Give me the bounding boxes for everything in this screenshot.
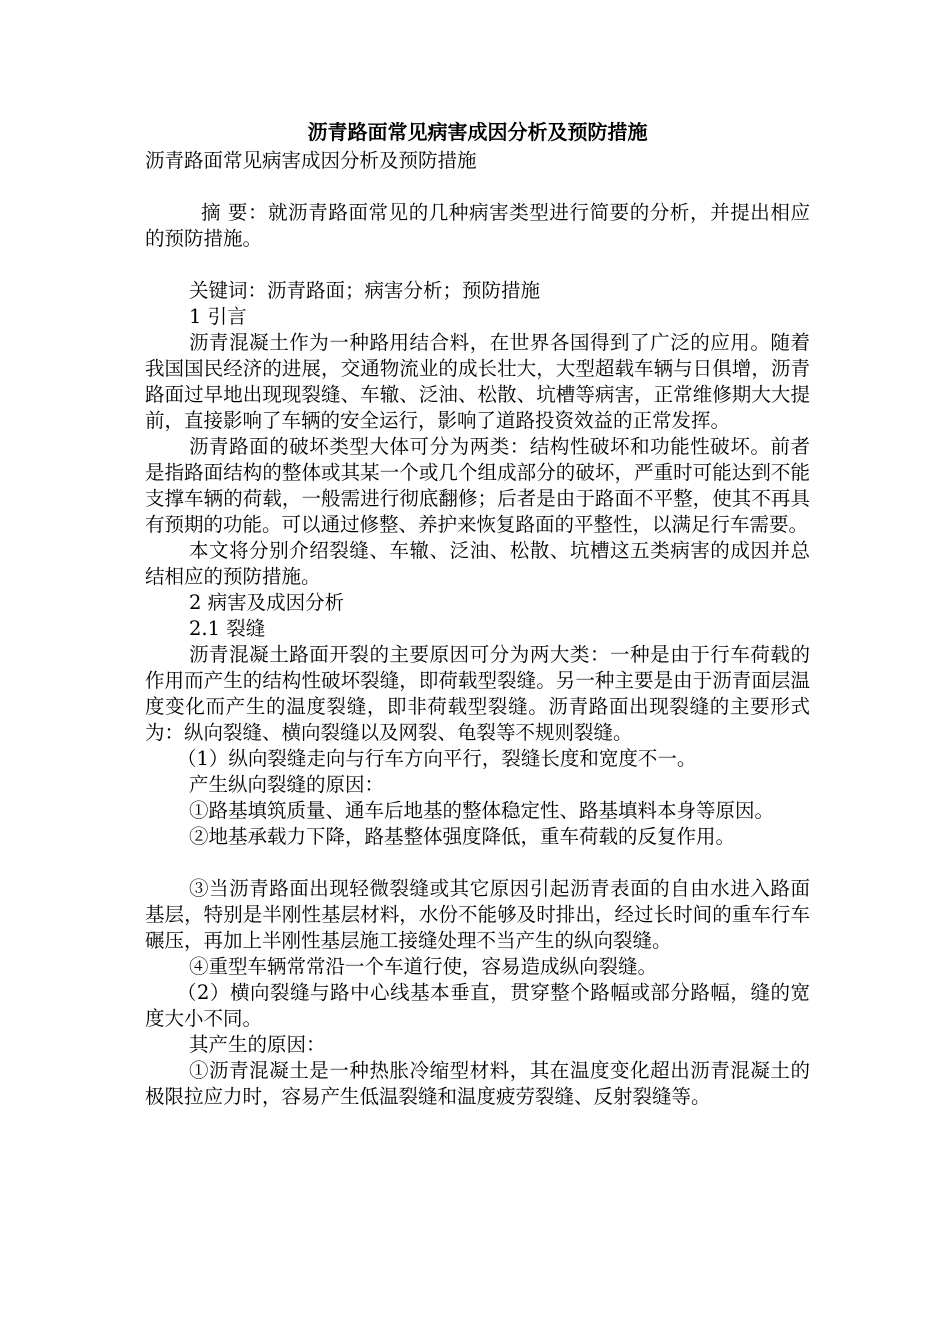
- section-heading-introduction: 1 引言: [189, 305, 247, 328]
- list-item: ②地基承载力下降，路基整体强度降低，重车荷载的反复作用。: [189, 825, 736, 848]
- paragraph: 本文将分别介绍裂缝、车辙、泛油、松散、坑槽这五类病害的成因并总结相应的预防措施。: [145, 539, 810, 588]
- list-item: （1）纵向裂缝走向与行车方向平行，裂缝长度和宽度不一。: [177, 747, 697, 770]
- abstract: 摘 要：就沥青路面常见的几种病害类型进行简要的分析，并提出相应的预防措施。: [145, 201, 810, 250]
- list-item: ①路基填筑质量、通车后地基的整体稳定性、路基填料本身等原因。: [189, 799, 775, 822]
- document-page: [145, 118, 810, 1110]
- list-item: （2）横向裂缝与路中心线基本垂直，贯穿整个路幅或部分路幅，缝的宽度大小不同。: [145, 981, 810, 1030]
- keywords: 关键词：沥青路面；病害分析；预防措施: [189, 279, 541, 302]
- paragraph: 其产生的原因：: [189, 1033, 326, 1056]
- document-subtitle: 沥青路面常见病害成因分析及预防措施: [145, 149, 477, 172]
- list-item: ④重型车辆常常沿一个车道行使，容易造成纵向裂缝。: [189, 955, 658, 978]
- list-item: ①沥青混凝土是一种热胀冷缩型材料，其在温度变化超出沥青混凝土的极限拉应力时，容易产生低温裂缝和温度疲劳裂缝、反射裂缝等。: [145, 1059, 810, 1108]
- spacer: [145, 252, 810, 278]
- section-heading-diseases: 2 病害及成因分析: [189, 591, 345, 614]
- paragraph: 沥青混凝土作为一种路用结合料，在世界各国得到了广泛的应用。随着我国国民经济的进展，交通物流业的成长壮大，大型超载车辆与日俱增，沥青路面过早地出现现裂缝、车辙、泛油、松散、坑槽等病害，正常维修期大大提前，直接影响了车辆的安全运行，影响了道路投资效益的正常发挥。: [145, 331, 810, 432]
- spacer: [145, 174, 810, 200]
- paragraph: 产生纵向裂缝的原因：: [189, 773, 385, 796]
- document-title: 沥青路面常见病害成因分析及预防措施: [307, 120, 648, 144]
- subsection-heading-cracks: 2.1 裂缝: [189, 617, 266, 640]
- spacer: [145, 850, 810, 876]
- paragraph: 沥青混凝土路面开裂的主要原因可分为两大类：一种是由于行车荷载的作用而产生的结构性破坏裂缝，即荷载型裂缝。另一种主要是由于沥青面层温度变化而产生的温度裂缝，即非荷载型裂缝。沥青路面出现裂缝的主要形式为：纵向裂缝、横向裂缝以及网裂、龟裂等不规则裂缝。: [145, 643, 810, 744]
- paragraph: 沥青路面的破坏类型大体可分为两类：结构性破坏和功能性破坏。前者是指路面结构的整体或其某一个或几个组成部分的破坏，严重时可能达到不能支撑车辆的荷载，一般需进行彻底翻修；后者是由于路面不平整，使其不再具有预期的功能。可以通过修整、养护来恢复路面的平整性，以满足行车需要。: [145, 435, 810, 536]
- list-item: ③当沥青路面出现轻微裂缝或其它原因引起沥青表面的自由水进入路面基层，特别是半刚性基层材料，水份不能够及时排出，经过长时间的重车行车碾压，再加上半刚性基层施工接缝处理不当产生的纵向裂缝。: [145, 877, 810, 952]
